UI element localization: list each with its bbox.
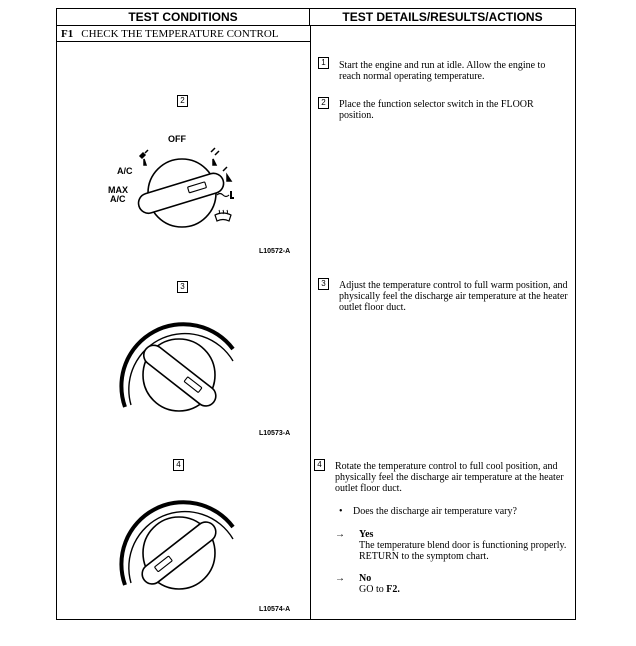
step-box-2: 2 [318,97,329,109]
temperature-knob-cool [109,487,245,603]
section-code: F1 [61,28,74,40]
label-off: OFF [168,134,186,144]
figure-step-box-2: 2 [177,95,188,107]
figure-step-box-3: 3 [177,281,188,293]
step-1-text: Start the engine and run at idle. Allow the engine to reach normal operating temperature. [339,60,546,82]
no-text-prefix: GO to [359,584,387,595]
label-max-ac-1: MAX [108,185,128,195]
function-selector-knob [127,135,267,231]
step-3-text: Adjust the temperature control to full warm position, and physically feel the discharge air temperature at the heater outlet floor duct. [339,280,568,313]
section-title: CHECK THE TEMPERATURE CONTROL [81,28,279,40]
figure-ref-1: L10572-A [259,248,291,255]
no-label: No [359,573,372,584]
step-box-4: 4 [314,459,325,471]
label-max-ac-2: A/C [110,194,126,204]
procedure-page [56,8,576,620]
yes-answer [359,529,567,562]
header-test-conditions: TEST CONDITIONS [57,9,310,26]
no-answer [359,573,567,595]
figure-step-box-4: 4 [173,459,184,471]
figure-ref-2: L10573-A [259,430,291,437]
yes-text: The temperature blend door is functioning properly. RETURN to the symptom chart. [359,540,567,562]
no-target-link[interactable]: F2. [386,584,400,595]
header-test-details: TEST DETAILS/RESULTS/ACTIONS [310,9,575,26]
figure-ref-3: L10574-A [259,606,291,613]
column-divider [310,26,311,619]
bilevel-vent-icon [211,148,219,165]
yes-arrow: → [335,529,345,540]
yes-label: Yes [359,529,374,540]
step-4-text: Rotate the temperature control to full cool position, and physically feel the discharge air temperature at the heater outlet floor duct. [335,461,564,494]
panel-vent-icon [140,150,148,165]
label-ac: A/C [117,166,133,176]
step-box-3: 3 [318,278,329,290]
step-2-text: Place the function selector switch in the FLOOR position. [339,99,534,121]
question-text: Does the discharge air temperature vary? [353,506,517,517]
section-title-row [57,26,310,42]
no-arrow: → [335,573,345,584]
question-bullet: • [339,506,343,517]
temperature-knob-warm [109,309,245,419]
step-box-1: 1 [318,57,329,69]
